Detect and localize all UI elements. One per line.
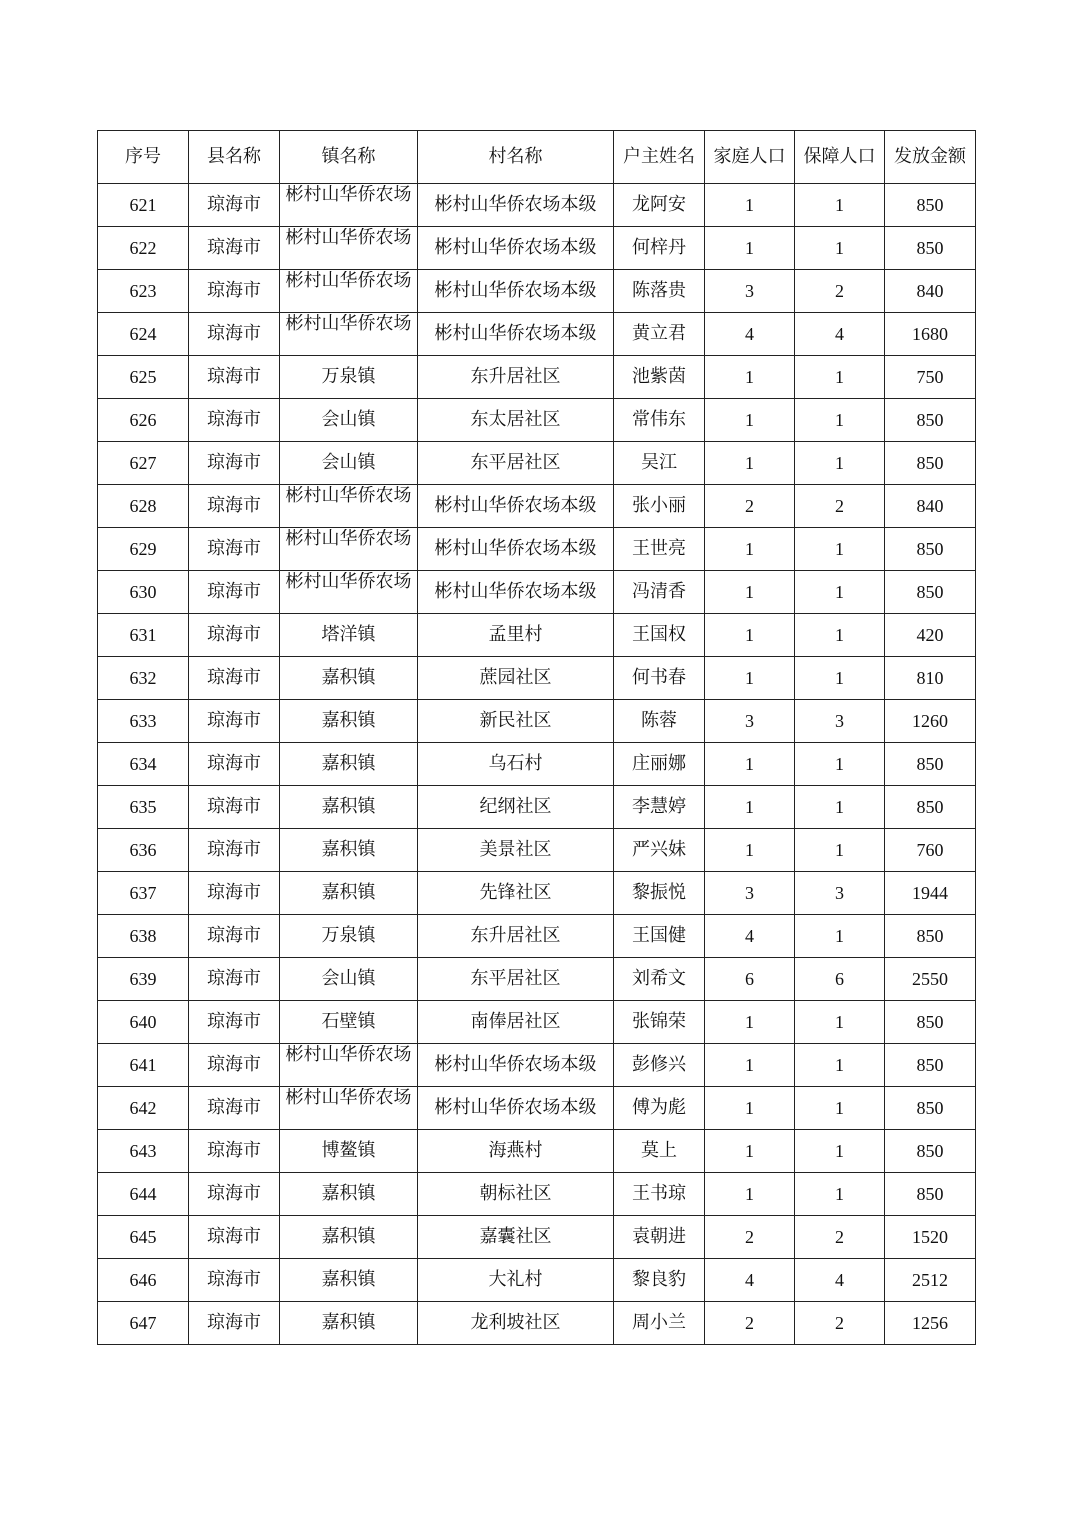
town-name-cell — [280, 1302, 418, 1345]
village-name-cell: 彬村山华侨农场本级 — [418, 227, 614, 270]
town-name-cell — [280, 872, 418, 915]
village-name-cell: 彬村山华侨农场本级 — [418, 485, 614, 528]
householder-name-cell: 莫上 — [614, 1130, 705, 1173]
covered-persons-cell: 1 — [795, 1044, 885, 1087]
town-name-cell — [280, 227, 418, 270]
householder-name-cell: 张小丽 — [614, 485, 705, 528]
town-name-cell — [280, 1001, 418, 1044]
header-town-name: 镇名称 — [280, 131, 418, 184]
serial-number-cell: 640 — [98, 1001, 189, 1044]
county-name-cell: 琼海市 — [189, 657, 280, 700]
covered-persons-cell: 2 — [795, 485, 885, 528]
serial-number-cell: 638 — [98, 915, 189, 958]
town-name-cell — [280, 1044, 418, 1087]
village-name-cell: 彬村山华侨农场本级 — [418, 528, 614, 571]
town-name-text: 嘉积镇 — [321, 882, 376, 903]
household-size-cell: 4 — [705, 915, 795, 958]
covered-persons-cell: 6 — [795, 958, 885, 1001]
householder-name-cell: 常伟东 — [614, 399, 705, 442]
table-row — [98, 356, 976, 399]
payment-amount-cell: 1680 — [885, 313, 976, 356]
householder-name-cell: 王世亮 — [614, 528, 705, 571]
covered-persons-cell: 1 — [795, 356, 885, 399]
householder-name-cell: 刘希文 — [614, 958, 705, 1001]
household-size-cell: 1 — [705, 528, 795, 571]
serial-number-cell: 643 — [98, 1130, 189, 1173]
covered-persons-cell: 1 — [795, 528, 885, 571]
serial-number-cell: 624 — [98, 313, 189, 356]
town-name-text: 彬村山华侨农场 — [285, 1088, 412, 1108]
covered-persons-cell: 1 — [795, 1087, 885, 1130]
covered-persons-cell: 1 — [795, 786, 885, 829]
householder-name-cell: 傅为彪 — [614, 1087, 705, 1130]
serial-number-cell: 623 — [98, 270, 189, 313]
covered-persons-cell: 4 — [795, 313, 885, 356]
town-name-text: 万泉镇 — [321, 925, 376, 946]
covered-persons-cell: 1 — [795, 184, 885, 227]
village-name-cell: 东太居社区 — [418, 399, 614, 442]
town-name-cell — [280, 1130, 418, 1173]
header-covered-persons: 保障人口 — [795, 131, 885, 184]
payment-amount-cell: 760 — [885, 829, 976, 872]
covered-persons-cell: 1 — [795, 1001, 885, 1044]
household-size-cell: 1 — [705, 786, 795, 829]
serial-number-cell: 626 — [98, 399, 189, 442]
household-size-cell: 1 — [705, 829, 795, 872]
covered-persons-cell: 1 — [795, 829, 885, 872]
village-name-cell: 东升居社区 — [418, 915, 614, 958]
village-name-cell: 新民社区 — [418, 700, 614, 743]
household-size-cell: 4 — [705, 1259, 795, 1302]
household-size-cell: 1 — [705, 571, 795, 614]
table-row — [98, 700, 976, 743]
covered-persons-cell: 1 — [795, 227, 885, 270]
covered-persons-cell: 1 — [795, 571, 885, 614]
village-name-cell: 彬村山华侨农场本级 — [418, 184, 614, 227]
householder-name-cell: 何梓丹 — [614, 227, 705, 270]
table-row — [98, 227, 976, 270]
town-name-text: 嘉积镇 — [321, 710, 376, 731]
table-body — [98, 184, 976, 1345]
header-household-size: 家庭人口 — [705, 131, 795, 184]
payment-amount-cell: 420 — [885, 614, 976, 657]
table-row — [98, 743, 976, 786]
payment-amount-cell: 850 — [885, 915, 976, 958]
town-name-text: 嘉积镇 — [321, 839, 376, 860]
table-row — [98, 915, 976, 958]
town-name-text: 嘉积镇 — [321, 1183, 376, 1204]
payment-amount-cell: 2512 — [885, 1259, 976, 1302]
county-name-cell: 琼海市 — [189, 227, 280, 270]
village-name-cell: 彬村山华侨农场本级 — [418, 313, 614, 356]
town-name-cell — [280, 915, 418, 958]
household-size-cell: 1 — [705, 1087, 795, 1130]
householder-name-cell: 黎良豹 — [614, 1259, 705, 1302]
householder-name-cell: 袁朝进 — [614, 1216, 705, 1259]
county-name-cell: 琼海市 — [189, 1302, 280, 1345]
town-name-cell — [280, 270, 418, 313]
table-row — [98, 786, 976, 829]
covered-persons-cell: 1 — [795, 657, 885, 700]
village-name-cell: 朝标社区 — [418, 1173, 614, 1216]
serial-number-cell: 629 — [98, 528, 189, 571]
town-name-text: 彬村山华侨农场 — [285, 1045, 412, 1065]
table-row — [98, 1173, 976, 1216]
serial-number-cell: 622 — [98, 227, 189, 270]
householder-name-cell: 王书琼 — [614, 1173, 705, 1216]
household-size-cell: 2 — [705, 1216, 795, 1259]
householder-name-cell: 彭修兴 — [614, 1044, 705, 1087]
payment-amount-cell: 840 — [885, 485, 976, 528]
payment-amount-cell: 850 — [885, 1001, 976, 1044]
household-size-cell: 1 — [705, 442, 795, 485]
householder-name-cell: 吴江 — [614, 442, 705, 485]
town-name-cell — [280, 1173, 418, 1216]
table-row — [98, 1044, 976, 1087]
table-row — [98, 571, 976, 614]
household-size-cell: 6 — [705, 958, 795, 1001]
payment-amount-cell: 840 — [885, 270, 976, 313]
covered-persons-cell: 2 — [795, 1302, 885, 1345]
householder-name-cell: 何书春 — [614, 657, 705, 700]
town-name-text: 万泉镇 — [321, 366, 376, 387]
payment-amount-cell: 850 — [885, 571, 976, 614]
village-name-cell: 先锋社区 — [418, 872, 614, 915]
town-name-cell — [280, 356, 418, 399]
payment-amount-cell: 850 — [885, 743, 976, 786]
serial-number-cell: 635 — [98, 786, 189, 829]
table-row — [98, 1216, 976, 1259]
county-name-cell: 琼海市 — [189, 356, 280, 399]
header-payment-amount: 发放金额 — [885, 131, 976, 184]
householder-name-cell: 王国健 — [614, 915, 705, 958]
town-name-cell — [280, 184, 418, 227]
table-row — [98, 528, 976, 571]
town-name-cell — [280, 442, 418, 485]
covered-persons-cell: 2 — [795, 270, 885, 313]
household-size-cell: 1 — [705, 1130, 795, 1173]
covered-persons-cell: 1 — [795, 1173, 885, 1216]
payment-amount-cell: 810 — [885, 657, 976, 700]
town-name-cell — [280, 614, 418, 657]
serial-number-cell: 641 — [98, 1044, 189, 1087]
household-size-cell: 1 — [705, 399, 795, 442]
serial-number-cell: 642 — [98, 1087, 189, 1130]
village-name-cell: 彬村山华侨农场本级 — [418, 1087, 614, 1130]
table-row — [98, 270, 976, 313]
serial-number-cell: 644 — [98, 1173, 189, 1216]
table-row — [98, 399, 976, 442]
town-name-text: 彬村山华侨农场 — [285, 314, 412, 334]
county-name-cell: 琼海市 — [189, 614, 280, 657]
village-name-cell: 纪纲社区 — [418, 786, 614, 829]
village-name-cell: 蔗园社区 — [418, 657, 614, 700]
county-name-cell: 琼海市 — [189, 743, 280, 786]
covered-persons-cell: 1 — [795, 442, 885, 485]
household-size-cell: 1 — [705, 1001, 795, 1044]
payment-amount-cell: 850 — [885, 399, 976, 442]
payment-amount-cell: 850 — [885, 442, 976, 485]
householder-name-cell: 王国权 — [614, 614, 705, 657]
header-householder-name: 户主姓名 — [614, 131, 705, 184]
householder-name-cell: 陈落贵 — [614, 270, 705, 313]
county-name-cell: 琼海市 — [189, 571, 280, 614]
householder-name-cell: 黎振悦 — [614, 872, 705, 915]
town-name-cell — [280, 485, 418, 528]
householder-name-cell: 黄立君 — [614, 313, 705, 356]
county-name-cell: 琼海市 — [189, 399, 280, 442]
covered-persons-cell: 1 — [795, 743, 885, 786]
table-row — [98, 614, 976, 657]
town-name-cell — [280, 1216, 418, 1259]
household-subsidy-table — [97, 130, 976, 1345]
town-name-text: 会山镇 — [321, 409, 376, 430]
payment-amount-cell: 850 — [885, 528, 976, 571]
serial-number-cell: 639 — [98, 958, 189, 1001]
town-name-text: 彬村山华侨农场 — [285, 529, 412, 549]
county-name-cell: 琼海市 — [189, 829, 280, 872]
householder-name-cell: 周小兰 — [614, 1302, 705, 1345]
table-row — [98, 1087, 976, 1130]
covered-persons-cell: 3 — [795, 700, 885, 743]
table-row — [98, 1259, 976, 1302]
county-name-cell: 琼海市 — [189, 786, 280, 829]
covered-persons-cell: 2 — [795, 1216, 885, 1259]
town-name-text: 嘉积镇 — [321, 1269, 376, 1290]
town-name-text: 彬村山华侨农场 — [285, 572, 412, 592]
household-size-cell: 3 — [705, 270, 795, 313]
town-name-text: 彬村山华侨农场 — [285, 228, 412, 248]
serial-number-cell: 647 — [98, 1302, 189, 1345]
town-name-cell — [280, 829, 418, 872]
town-name-text: 博鳌镇 — [321, 1140, 376, 1161]
town-name-text: 嘉积镇 — [321, 796, 376, 817]
town-name-cell — [280, 786, 418, 829]
household-size-cell: 1 — [705, 1044, 795, 1087]
serial-number-cell: 645 — [98, 1216, 189, 1259]
covered-persons-cell: 1 — [795, 399, 885, 442]
county-name-cell: 琼海市 — [189, 313, 280, 356]
household-size-cell: 3 — [705, 700, 795, 743]
covered-persons-cell: 3 — [795, 872, 885, 915]
header-serial-number: 序号 — [98, 131, 189, 184]
payment-amount-cell: 2550 — [885, 958, 976, 1001]
payment-amount-cell: 850 — [885, 786, 976, 829]
covered-persons-cell: 1 — [795, 915, 885, 958]
village-name-cell: 彬村山华侨农场本级 — [418, 571, 614, 614]
town-name-text: 彬村山华侨农场 — [285, 486, 412, 506]
town-name-cell — [280, 1087, 418, 1130]
covered-persons-cell: 4 — [795, 1259, 885, 1302]
serial-number-cell: 633 — [98, 700, 189, 743]
payment-amount-cell: 850 — [885, 1130, 976, 1173]
payment-amount-cell: 850 — [885, 1087, 976, 1130]
town-name-text: 嘉积镇 — [321, 1226, 376, 1247]
county-name-cell: 琼海市 — [189, 184, 280, 227]
county-name-cell: 琼海市 — [189, 700, 280, 743]
county-name-cell: 琼海市 — [189, 1044, 280, 1087]
village-name-cell: 嘉囊社区 — [418, 1216, 614, 1259]
county-name-cell: 琼海市 — [189, 442, 280, 485]
county-name-cell: 琼海市 — [189, 958, 280, 1001]
table-row — [98, 829, 976, 872]
county-name-cell: 琼海市 — [189, 1259, 280, 1302]
householder-name-cell: 陈蓉 — [614, 700, 705, 743]
payment-amount-cell: 1520 — [885, 1216, 976, 1259]
village-name-cell: 东平居社区 — [418, 442, 614, 485]
household-size-cell: 1 — [705, 227, 795, 270]
serial-number-cell: 634 — [98, 743, 189, 786]
table-header-row — [98, 131, 976, 184]
table-row — [98, 442, 976, 485]
table-row — [98, 184, 976, 227]
serial-number-cell: 630 — [98, 571, 189, 614]
village-name-cell: 东平居社区 — [418, 958, 614, 1001]
village-name-cell: 南俸居社区 — [418, 1001, 614, 1044]
payment-amount-cell: 750 — [885, 356, 976, 399]
serial-number-cell: 628 — [98, 485, 189, 528]
householder-name-cell: 严兴妹 — [614, 829, 705, 872]
county-name-cell: 琼海市 — [189, 1130, 280, 1173]
village-name-cell: 彬村山华侨农场本级 — [418, 270, 614, 313]
header-village-name: 村名称 — [418, 131, 614, 184]
table-row — [98, 313, 976, 356]
town-name-text: 塔洋镇 — [321, 624, 376, 645]
village-name-cell: 东升居社区 — [418, 356, 614, 399]
payment-amount-cell: 850 — [885, 1044, 976, 1087]
serial-number-cell: 627 — [98, 442, 189, 485]
town-name-cell — [280, 657, 418, 700]
village-name-cell: 孟里村 — [418, 614, 614, 657]
town-name-cell — [280, 399, 418, 442]
county-name-cell: 琼海市 — [189, 528, 280, 571]
payment-amount-cell: 850 — [885, 184, 976, 227]
householder-name-cell: 张锦荣 — [614, 1001, 705, 1044]
county-name-cell: 琼海市 — [189, 1173, 280, 1216]
household-size-cell: 1 — [705, 657, 795, 700]
table-row — [98, 1001, 976, 1044]
table-row — [98, 1130, 976, 1173]
header-county-name: 县名称 — [189, 131, 280, 184]
householder-name-cell: 庄丽娜 — [614, 743, 705, 786]
household-size-cell: 3 — [705, 872, 795, 915]
table-row — [98, 872, 976, 915]
payment-amount-cell: 1256 — [885, 1302, 976, 1345]
payment-amount-cell: 850 — [885, 1173, 976, 1216]
village-name-cell: 美景社区 — [418, 829, 614, 872]
town-name-cell — [280, 528, 418, 571]
covered-persons-cell: 1 — [795, 614, 885, 657]
village-name-cell: 海燕村 — [418, 1130, 614, 1173]
county-name-cell: 琼海市 — [189, 915, 280, 958]
town-name-text: 彬村山华侨农场 — [285, 185, 412, 205]
county-name-cell: 琼海市 — [189, 1001, 280, 1044]
town-name-text: 会山镇 — [321, 968, 376, 989]
household-size-cell: 1 — [705, 614, 795, 657]
householder-name-cell: 李慧婷 — [614, 786, 705, 829]
table-row — [98, 485, 976, 528]
household-size-cell: 1 — [705, 184, 795, 227]
town-name-text: 嘉积镇 — [321, 667, 376, 688]
county-name-cell: 琼海市 — [189, 485, 280, 528]
town-name-text: 石壁镇 — [321, 1011, 376, 1032]
town-name-cell — [280, 958, 418, 1001]
town-name-text: 会山镇 — [321, 452, 376, 473]
household-size-cell: 2 — [705, 1302, 795, 1345]
payment-amount-cell: 850 — [885, 227, 976, 270]
village-name-cell: 龙利坡社区 — [418, 1302, 614, 1345]
householder-name-cell: 龙阿安 — [614, 184, 705, 227]
town-name-text: 彬村山华侨农场 — [285, 271, 412, 291]
county-name-cell: 琼海市 — [189, 1216, 280, 1259]
table-row — [98, 657, 976, 700]
householder-name-cell: 冯清香 — [614, 571, 705, 614]
town-name-cell — [280, 571, 418, 614]
household-size-cell: 2 — [705, 485, 795, 528]
town-name-cell — [280, 743, 418, 786]
county-name-cell: 琼海市 — [189, 872, 280, 915]
town-name-cell — [280, 700, 418, 743]
table-row — [98, 1302, 976, 1345]
table-row — [98, 958, 976, 1001]
serial-number-cell: 646 — [98, 1259, 189, 1302]
village-name-cell: 大礼村 — [418, 1259, 614, 1302]
town-name-text: 嘉积镇 — [321, 753, 376, 774]
serial-number-cell: 631 — [98, 614, 189, 657]
payment-amount-cell: 1260 — [885, 700, 976, 743]
serial-number-cell: 636 — [98, 829, 189, 872]
household-size-cell: 1 — [705, 356, 795, 399]
county-name-cell: 琼海市 — [189, 270, 280, 313]
household-size-cell: 4 — [705, 313, 795, 356]
serial-number-cell: 632 — [98, 657, 189, 700]
payment-amount-cell: 1944 — [885, 872, 976, 915]
household-size-cell: 1 — [705, 743, 795, 786]
county-name-cell: 琼海市 — [189, 1087, 280, 1130]
household-size-cell: 1 — [705, 1173, 795, 1216]
covered-persons-cell: 1 — [795, 1130, 885, 1173]
village-name-cell: 彬村山华侨农场本级 — [418, 1044, 614, 1087]
householder-name-cell: 池紫茵 — [614, 356, 705, 399]
village-name-cell: 乌石村 — [418, 743, 614, 786]
serial-number-cell: 637 — [98, 872, 189, 915]
town-name-text: 嘉积镇 — [321, 1312, 376, 1333]
town-name-cell — [280, 313, 418, 356]
serial-number-cell: 625 — [98, 356, 189, 399]
town-name-cell — [280, 1259, 418, 1302]
serial-number-cell: 621 — [98, 184, 189, 227]
